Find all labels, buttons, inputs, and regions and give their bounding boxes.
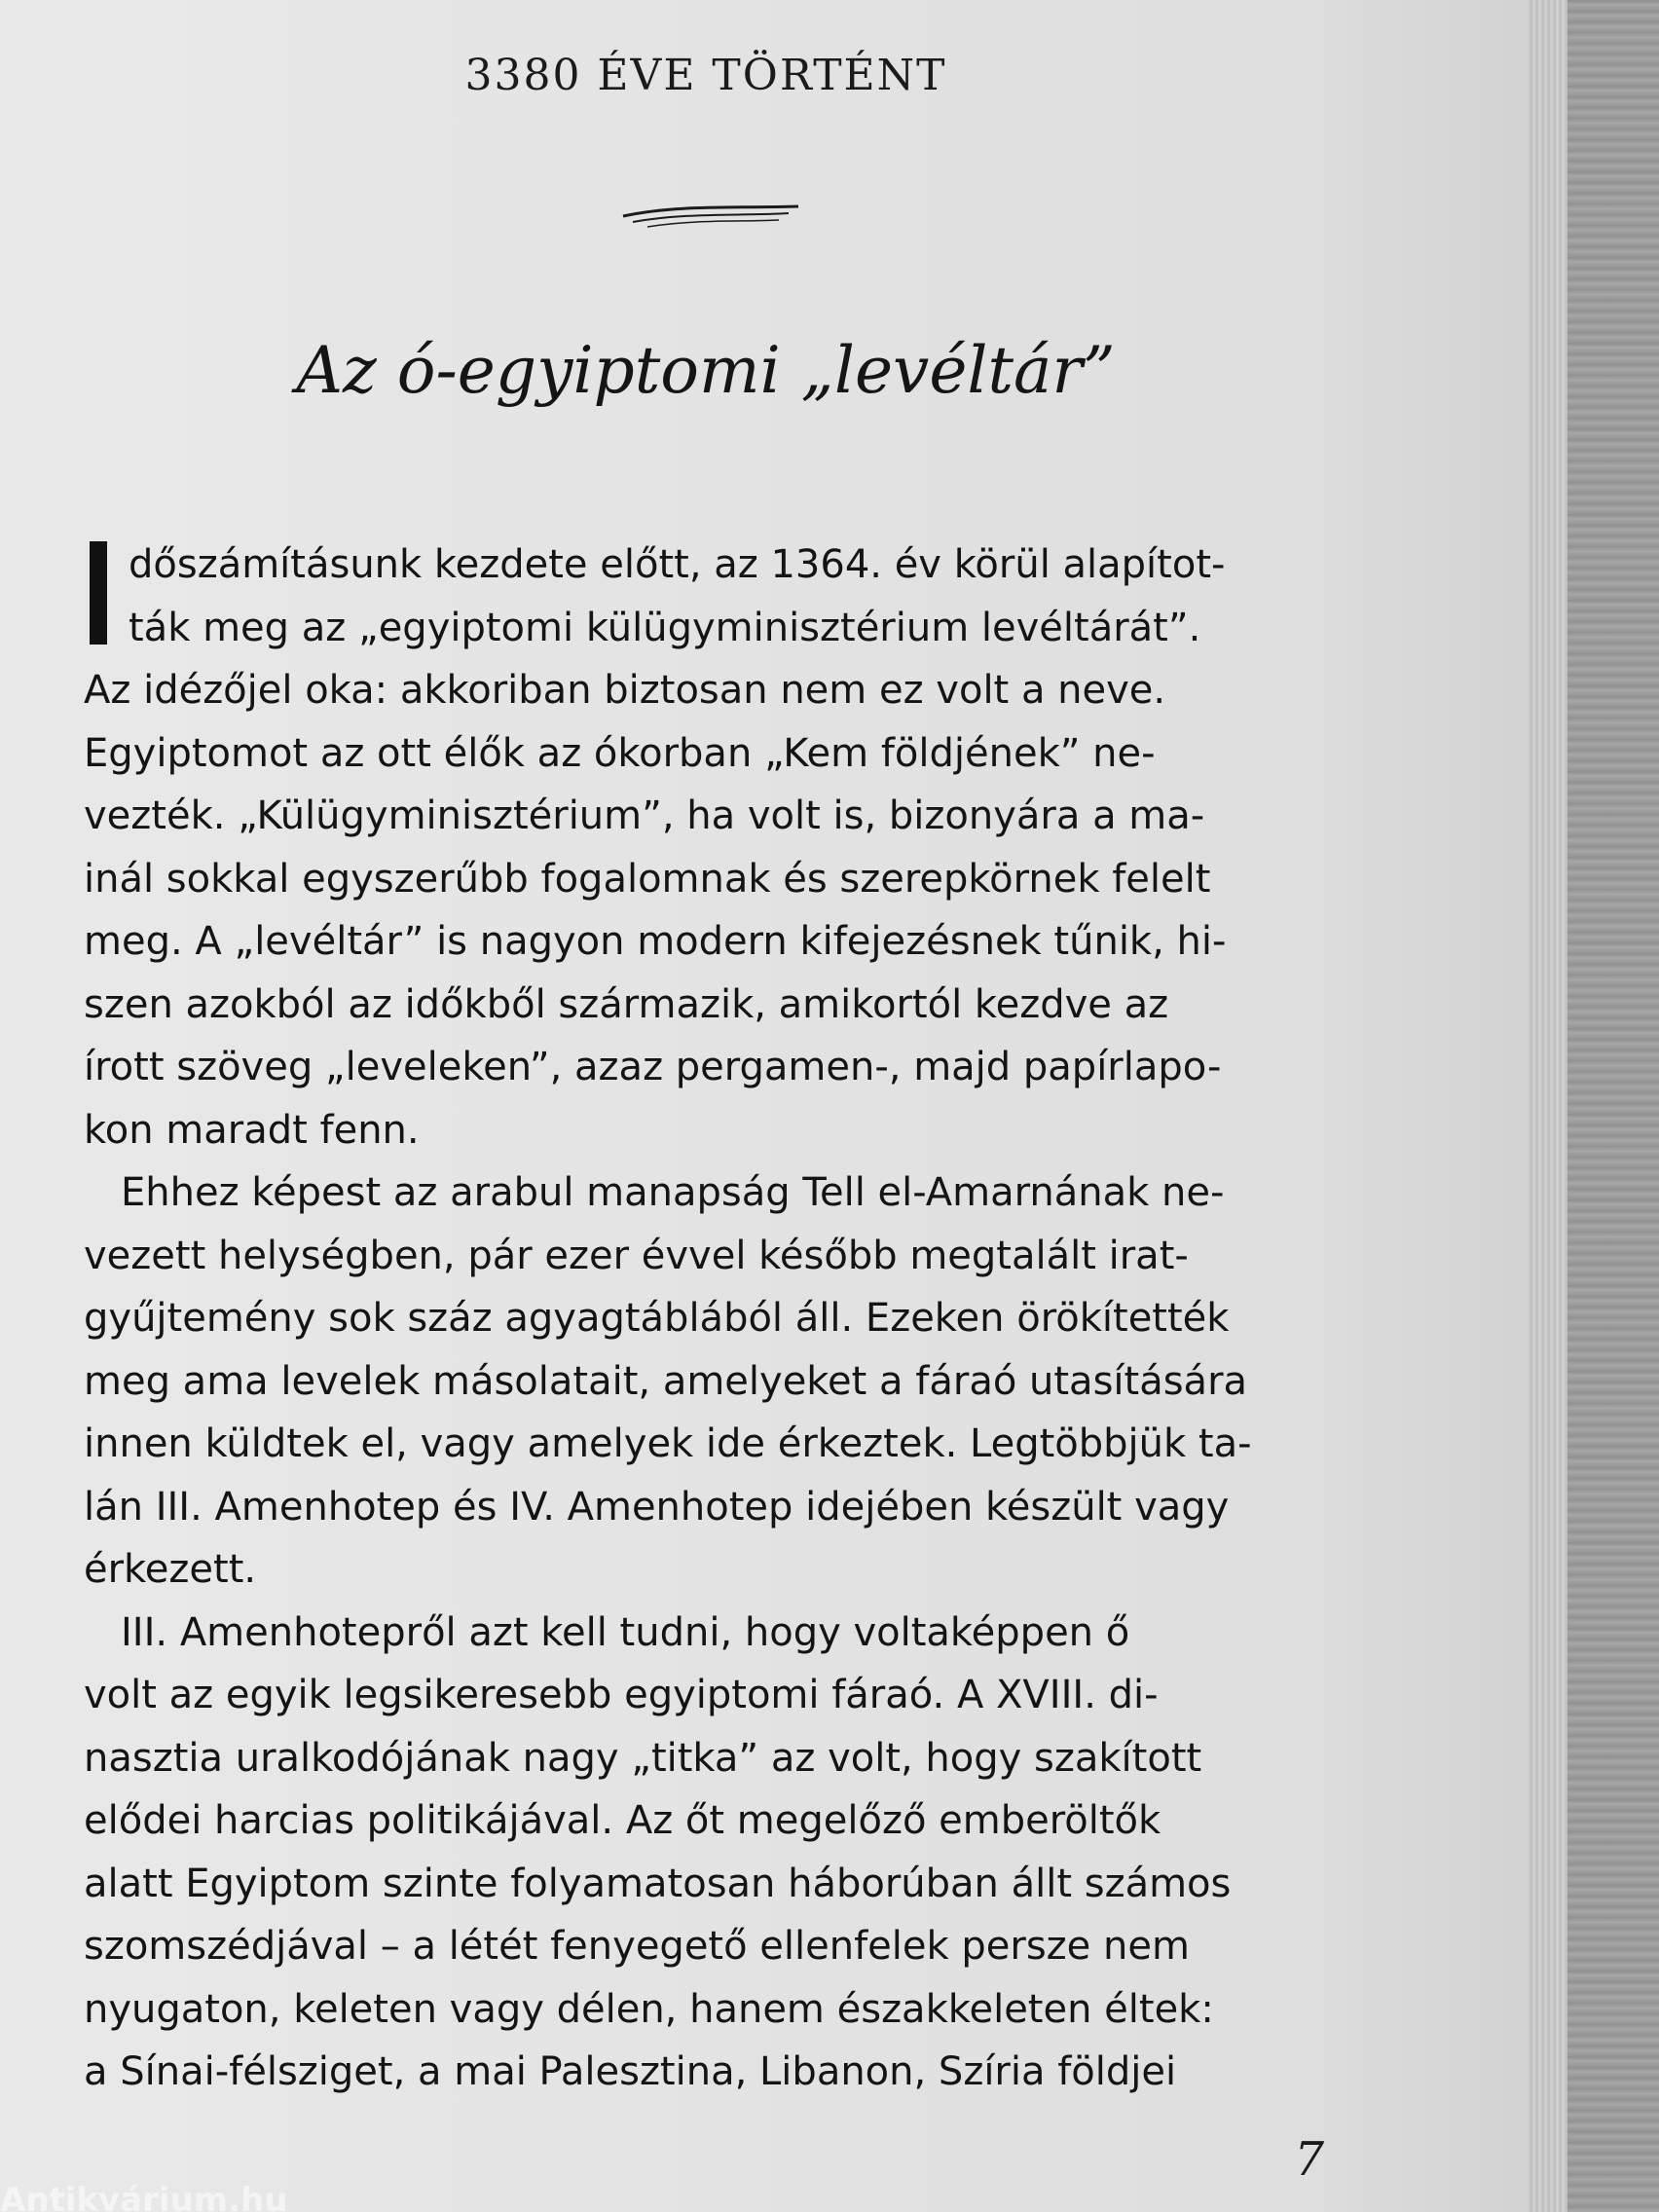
chapter-title: Az ó-egyiptomi „levéltár” xyxy=(296,333,1116,408)
text-line: vezett helységben, pár ezer évvel később megtalált irat- xyxy=(84,1233,1189,1278)
text-line: vezték. „Külügyminisztérium”, ha volt is, bizonyára a ma- xyxy=(84,793,1205,838)
text-line: Az idézőjel oka: akkoriban biztosan nem ez volt a neve. xyxy=(84,668,1166,713)
text-line: Egyiptomot az ott élők az ókorban „Kem földjének” ne- xyxy=(84,730,1156,776)
text-line: inál sokkal egyszerűbb fogalomnak és szerepkörnek felelt xyxy=(84,856,1211,902)
text-line: kon maradt fenn. xyxy=(84,1107,420,1153)
text-line: írott szöveg „leveleken”, azaz pergamen-, majd papírlapo- xyxy=(84,1045,1222,1089)
page-number: 7 xyxy=(1294,2132,1324,2187)
paragraph-3 xyxy=(84,1602,1328,2104)
text-line: érkezett. xyxy=(84,1547,257,1592)
background-surface xyxy=(1567,0,1659,2212)
ornament-divider xyxy=(618,195,803,234)
watermark: Antikvárium.hu xyxy=(0,2181,288,2212)
paragraph-1 xyxy=(84,534,1328,1161)
running-head: 3380 ÉVE TÖRTÉNT xyxy=(464,51,947,100)
text-line: dőszámításunk kezdete előtt, az 1364. év körül alapítot- xyxy=(129,542,1226,587)
text-line: lán III. Amenhotep és IV. Amenhotep idejében készült vagy xyxy=(84,1484,1230,1530)
text-line: nyugaton, keleten vagy délen, hanem északkeleten éltek: xyxy=(84,1986,1214,2032)
text-line: gyűjtemény sok száz agyagtáblából áll. Ezeken örökítették xyxy=(84,1296,1230,1341)
text-line: alatt Egyiptom szinte folyamatosan háborúban állt számos xyxy=(84,1861,1232,1906)
text-line: a Sínai-félsziget, a mai Palesztina, Libanon, Szíria földjei xyxy=(84,2049,1177,2094)
text-line: meg. A „levéltár” is nagyon modern kifejezésnek tűnik, hi- xyxy=(84,919,1227,964)
text-line: III. Amenhotepről azt kell tudni, hogy voltaképpen ő xyxy=(121,1609,1130,1655)
text-line: nasztia uralkodójának nagy „titka” az volt, hogy szakított xyxy=(84,1735,1202,1781)
text-line: ták meg az „egyiptomi külügyminisztérium levéltárát”. xyxy=(129,605,1201,650)
text-line: szomszédjával – a létét fenyegető ellenfelek persze nem xyxy=(84,1924,1190,1969)
paragraph-2 xyxy=(84,1161,1328,1602)
text-line: elődei harcias politikájával. Az őt megelőző emberöltők xyxy=(84,1798,1161,1843)
text-line: innen küldtek el, vagy amelyek ide érkeztek. Legtöbbjük ta- xyxy=(84,1421,1252,1466)
text-line: szen azokból az időkből származik, amikortól kezdve az xyxy=(84,981,1169,1027)
body-text xyxy=(84,534,1328,2104)
text-line: volt az egyik legsikeresebb egyiptomi fáraó. A XVIII. di- xyxy=(84,1673,1159,1717)
text-line: meg ama levelek másolatait, amelyeket a fáraó utasítására xyxy=(84,1358,1248,1404)
text-line: Ehhez képest az arabul manapság Tell el-Amarnának ne- xyxy=(121,1170,1225,1215)
page-edge xyxy=(1529,0,1567,2212)
